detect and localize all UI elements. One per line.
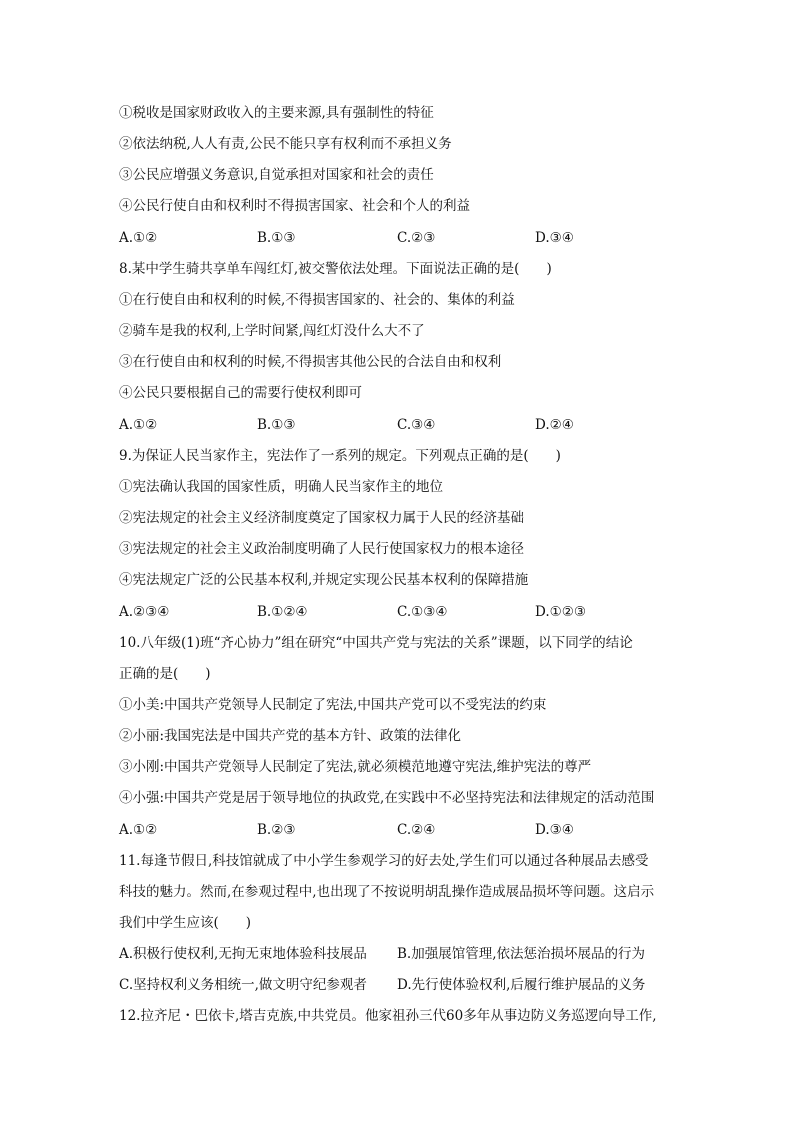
- q8-stem: 8.某中学生骑共享单车闯红灯,被交警依法处理。下面说法正确的是( ): [119, 261, 552, 277]
- q9-statement-3: ③宪法规定的社会主义政治制度明确了人民行使国家权力的根本途径: [119, 541, 524, 557]
- q10-stem-line-2: 正确的是( ): [119, 666, 211, 682]
- q8-statement-1: ①在行使自由和权利的时候,不得损害国家的、社会的、集体的利益: [119, 292, 515, 308]
- q10-statement-2: ②小丽:我国宪法是中国共产党的基本方针、政策的法律化: [119, 728, 462, 744]
- q9-option-c: C.①③④: [397, 604, 448, 620]
- q10-statement-1: ①小美:中国共产党领导人民制定了宪法,中国共产党可以不受宪法的约束: [119, 697, 547, 713]
- q11-option-d: D.先行使体验权利,后履行维护展品的义务: [397, 977, 646, 993]
- q8-option-c: C.③④: [397, 417, 436, 433]
- q8-statement-2: ②骑车是我的权利,上学时间紧,闯红灯没什么大不了: [119, 323, 425, 339]
- q11-stem-line-1: 11.每逢节假日,科技馆就成了中小学生参观学习的好去处,学生们可以通过各种展品去感受: [119, 853, 649, 869]
- q8-option-b: B.①③: [257, 417, 296, 433]
- q7-option-d: D.③④: [535, 230, 574, 246]
- q10-statement-4: ④小强:中国共产党是居于领导地位的执政党,在实践中不必坚持宪法和法律规定的活动范围: [119, 790, 655, 806]
- q12-stem: 12.拉齐尼・巴依卡,塔吉克族,中共党员。他家祖孙三代60多年从事边防义务巡逻向导工作,: [119, 1008, 657, 1024]
- q7-statement-2: ②依法纳税,人人有责,公民不能只享有权利而不承担义务: [119, 136, 452, 152]
- q8-statement-3: ③在行使自由和权利的时候,不得损害其他公民的合法自由和权利: [119, 354, 502, 370]
- q10-statement-3: ③小刚:中国共产党领导人民制定了宪法,就必须模范地遵守宪法,维护宪法的尊严: [119, 759, 592, 775]
- q10-option-c: C.②④: [397, 822, 436, 838]
- q11-option-a: A.积极行使权利,无拘无束地体验科技展品: [119, 946, 367, 962]
- q9-statement-4: ④宪法规定广泛的公民基本权利,并规定实现公民基本权利的保障措施: [119, 572, 529, 588]
- q10-stem-line-1: 10.八年级(1)班“齐心协力”组在研究“中国共产党与宪法的关系”课题，以下同学的结论: [119, 635, 633, 651]
- q7-statement-4: ④公民行使自由和权利时不得损害国家、社会和个人的利益: [119, 198, 470, 214]
- q11-stem-line-2: 科技的魅力。然而,在参观过程中,也出现了不按说明胡乱操作造成展品损坏等问题。这启示: [119, 884, 655, 900]
- q11-option-c: C.坚持权利义务相统一,做文明守纪参观者: [119, 977, 367, 993]
- q9-statement-1: ①宪法确认我国的国家性质，明确人民当家作主的地位: [119, 479, 443, 495]
- q8-option-d: D.②④: [535, 417, 574, 433]
- q10-option-a: A.①②: [119, 822, 158, 838]
- q7-statement-3: ③公民应增强义务意识,自觉承担对国家和社会的责任: [119, 167, 434, 183]
- q8-statement-4: ④公民只要根据自己的需要行使权利即可: [119, 385, 362, 401]
- q11-option-b: B.加强展馆管理,依法惩治损坏展品的行为: [397, 946, 646, 962]
- q11-stem-line-3: 我们中学生应该( ): [119, 915, 252, 931]
- q7-option-b: B.①③: [257, 230, 296, 246]
- q9-statement-2: ②宪法规定的社会主义经济制度奠定了国家权力属于人民的经济基础: [119, 510, 524, 526]
- q7-statement-1: ①税收是国家财政收入的主要来源,具有强制性的特征: [119, 105, 434, 121]
- q7-option-a: A.①②: [119, 230, 158, 246]
- q9-option-d: D.①②③: [535, 604, 586, 620]
- q10-option-d: D.③④: [535, 822, 574, 838]
- q8-option-a: A.①②: [119, 417, 158, 433]
- q9-stem: 9.为保证人民当家作主，宪法作了一系列的规定。下列观点正确的是( ): [119, 448, 561, 464]
- q7-option-c: C.②③: [397, 230, 436, 246]
- q9-option-a: A.②③④: [119, 604, 170, 620]
- q9-option-b: B.①②④: [257, 604, 308, 620]
- q10-option-b: B.②③: [257, 822, 296, 838]
